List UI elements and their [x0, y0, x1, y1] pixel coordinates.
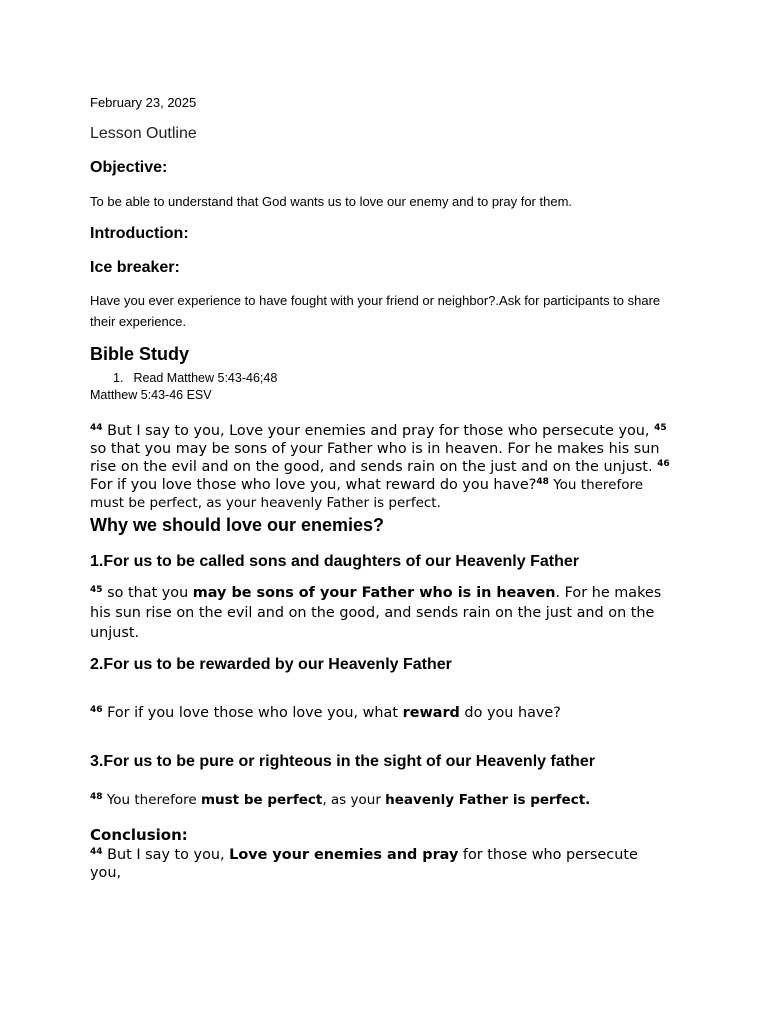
list-item-text: Read Matthew 5:43-46;48 [133, 371, 278, 385]
point-2-heading: 2.For us to be rewarded by our Heavenly Father [90, 656, 452, 673]
verse-number: 48 [90, 792, 103, 802]
list-number: 1. [113, 371, 124, 385]
verse-number-45: 45 [654, 423, 667, 433]
verse-text: , as your [322, 792, 386, 808]
verse-bold-text: must be perfect [200, 792, 323, 808]
verse-bold-text: reward [402, 705, 460, 721]
verse-text: for those who persecute you, [90, 847, 638, 881]
list-item [113, 371, 277, 385]
verse-text: But I say to you, [102, 847, 230, 863]
conclusion-heading: Conclusion: [90, 826, 188, 844]
ice-breaker-text: Have you ever experience to have fought with your friend or neighbor?.Ask for participants to share their experience. [90, 293, 661, 329]
ice-breaker-heading: Ice breaker: [90, 259, 180, 276]
verse-number: 44 [90, 847, 103, 857]
conclusion-verse [90, 846, 670, 882]
verse-bold-text: may be sons of your Father who is in heaven [192, 585, 556, 601]
objective-heading: Objective: [90, 159, 168, 176]
introduction-heading: Introduction: [90, 225, 189, 242]
scripture-passage [90, 422, 670, 512]
lesson-title: Lesson Outline [90, 125, 197, 142]
verse-number-44: 44 [90, 423, 103, 433]
verse-bold-text: heavenly Father is perfect. [385, 792, 591, 808]
verse-number: 45 [90, 585, 103, 595]
verse-text: You therefore [102, 792, 201, 808]
verse-number-48: 48 [536, 477, 549, 487]
verse-44-text: But I say to you, Love your enemies and pray for those who persecute you, [102, 423, 655, 439]
point-3-heading: 3.For us to be pure or righteous in the sight of our Heavenly father [90, 753, 595, 770]
point-3-verse [90, 790, 670, 810]
point-2-verse [90, 703, 670, 723]
why-heading: Why we should love our enemies? [90, 515, 385, 535]
verse-text: For if you love those who love you, what [102, 705, 403, 721]
point-1-verse [90, 583, 670, 643]
objective-text: To be able to understand that God wants us to love our enemy and to pray for them. [90, 194, 573, 209]
scripture-reference: Matthew 5:43-46 ESV [90, 388, 212, 402]
verse-45-text: so that you may be sons of your Father who is in heaven. For he makes his sun rise on the evil and on the good, and sends rain on the just and on the unjust. [90, 441, 660, 475]
verse-46-text: For if you love those who love you, what reward do you have? [90, 477, 537, 493]
verse-number-46: 46 [657, 459, 670, 469]
bible-study-heading: Bible Study [90, 344, 190, 364]
verse-48-text: You therefore must be perfect, as your heavenly Father is perfect. [90, 477, 644, 511]
verse-number: 46 [90, 705, 103, 715]
verse-text: . For he makes his sun rise on the evil and on the good, and sends rain on the just and on the unjust. [90, 585, 662, 641]
verse-bold-text: Love your enemies and pray [229, 847, 459, 863]
verse-text: do you have? [459, 705, 561, 721]
point-1-heading: 1.For us to be called sons and daughters of our Heavenly Father [90, 553, 579, 570]
verse-text: so that you [102, 585, 193, 601]
date: February 23, 2025 [90, 95, 197, 110]
